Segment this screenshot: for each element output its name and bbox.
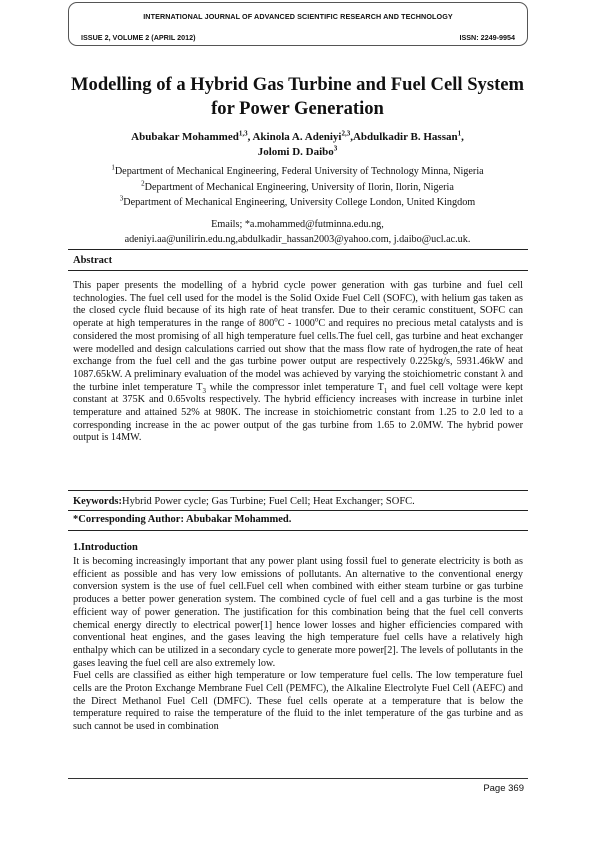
abstract-text-5: and fuel cell voltage were kept constant at 375K and 0.65volts respectively. The hybrid efficiency increases with increase in turbine inlet temperature and attained 52% at 980K. The increase in stoichiometric constant from 1.25 to 2.0 led to a corresponding increase in the ac power output of the gas turbine from 1.65 to 2.0MW. The hybrid power output is 14MW. xyxy=(73,381,523,444)
abstract-text-4: while the compressor inlet temperature T xyxy=(205,381,384,393)
abstract-body xyxy=(73,280,523,445)
author-separator: , xyxy=(461,131,464,143)
intro-paragraph-1: It is becoming increasingly important that any power plant using fossil fuel to generate electricity is both as efficient as possible and has very low emissions of pollutants. An alternative to the conventional energy conversion system is the use of fuel cell.Fuel cell when combined with either steam turbine or gas turbine produces a better power generation system. The combined cycle of fuel cell and a gas turbine is the most efficient way of power generation. The justification for this combination being that the fuel cell converts chemical energy directly to electrical power[1] hence lower losses and higher efficiencies compared with conventional heat engines, and the gases leaving the high temperature fuel cells have a relatively high enthalpy which can be utilized in a secondary cycle to generate more power[2]. The levels of pollutants in the gases leaving the fuel cell are also extremely low. xyxy=(73,556,523,669)
keywords xyxy=(73,496,415,507)
title-line-2: for Power Generation xyxy=(211,98,384,119)
author-3: ,Abdulkadir B. Hassan xyxy=(350,131,458,143)
intro-paragraph-2: Fuel cells are classified as either high temperature or low temperature fuel cells. The low temperature fuel cells are the Proton Exchange Membrane Fuel Cell (PEMFC), the Alkaline Electrolyte Fuel Cell (AEFC) and the Direct Methanol Fuel Cell (DMFC). These fuel cells operate at a temperature that is below the temperature required to raise the temperature of the fluid to the inlet temperature of the gas turbine and as such cannot be used in combination xyxy=(73,670,523,733)
introduction-heading: 1.Introduction xyxy=(73,542,138,553)
author-2-affil: 2,3 xyxy=(341,129,351,138)
abstract-text-3: C and requires no precious metal catalysts and is considered the most promising of all high temperature fuel cells.The fuel cell, gas turbine and heat exchanger were modelled and design calculations carried out show that the mass flow rate of hydrogen,the rate of heat exchange from the fuel cell and the gas turbine power output are respectively 0.225kg/s, 5931.46kW and 1087.65kW. A preliminary evaluation of the model was achieved by varying the stoichiometric constant λ and the turbine inlet temperature T xyxy=(73,318,524,393)
degree-sup-1: o xyxy=(274,315,278,324)
journal-name: INTERNATIONAL JOURNAL OF ADVANCED SCIENTIFIC RESEARCH AND TECHNOLOGY xyxy=(143,12,453,21)
affiliation-2-mark: 2 xyxy=(141,179,145,188)
abstract-text-1: This paper presents the modelling of a hybrid cycle power generation with gas turbine and fuel cell technologies. The fuel cell used for the model is the Solid Oxide Fuel Cell (SOFC), with helium gas taken as the closed cycle fluid because of its high rate of heat transfer. Due to their ceramic constituent, SOFC can operate at high temperatures in the range of 800 xyxy=(73,280,523,330)
subscript-t1: 1 xyxy=(383,386,388,395)
affiliation-3-text: Department of Mechanical Engineering, University College London, United Kingdom xyxy=(123,197,476,208)
abstract-heading-rule xyxy=(68,270,528,271)
keywords-text: Hybrid Power cycle; Gas Turbine; Fuel Cell; Heat Exchanger; SOFC. xyxy=(122,496,415,507)
affiliation-3 xyxy=(55,195,540,211)
author-list xyxy=(60,130,535,160)
affiliation-2-text: Department of Mechanical Engineering, University of Ilorin, Ilorin, Nigeria xyxy=(144,181,454,193)
author-1-affil: 1,3 xyxy=(238,129,248,138)
corresponding-bottom-rule xyxy=(68,530,528,531)
author-4: Jolomi D. Daibo xyxy=(257,146,334,158)
degree-sup-2: o xyxy=(314,315,319,324)
affiliation-3-mark: 3 xyxy=(119,194,124,203)
affiliation-1 xyxy=(55,164,540,180)
footer-rule xyxy=(68,778,528,779)
affiliation-1-text: Department of Mechanical Engineering, Federal University of Technology Minna, Nigeria xyxy=(114,166,484,177)
emails xyxy=(55,218,540,247)
page-number: Page 369 xyxy=(483,783,524,794)
abstract-heading: Abstract xyxy=(73,255,113,266)
corresponding-author: *Corresponding Author: Abubakar Mohammed. xyxy=(73,514,292,525)
subscript-t3: 3 xyxy=(202,386,206,395)
emails-line-1: Emails; *a.mohammed@futminna.edu.ng, xyxy=(211,219,384,230)
issn: ISSN: 2249-9954 xyxy=(459,33,515,42)
introduction-body xyxy=(73,556,523,734)
abstract-text-2: C - 1000 xyxy=(277,318,315,330)
paper-title xyxy=(60,73,535,121)
affiliations xyxy=(55,164,540,211)
journal-header xyxy=(68,2,528,46)
affiliation-2 xyxy=(55,180,540,196)
keywords-bottom-rule xyxy=(68,510,528,511)
keywords-label: Keywords: xyxy=(73,496,122,507)
issue-info: ISSUE 2, VOLUME 2 (APRIL 2012) xyxy=(81,33,196,42)
keywords-top-rule xyxy=(68,490,528,491)
title-line-1: Modelling of a Hybrid Gas Turbine and Fuel Cell System xyxy=(70,74,525,95)
author-2: , Akinola A. Adeniyi xyxy=(247,131,342,143)
abstract-top-rule xyxy=(68,249,528,250)
author-4-affil: 3 xyxy=(333,144,338,153)
emails-line-2: adeniyi.aa@unilirin.edu.ng,abdulkadir_hassan2003@yahoo.com, j.daibo@ucl.ac.uk. xyxy=(124,233,471,245)
author-1: Abubakar Mohammed xyxy=(131,131,239,143)
author-3-affil: 1 xyxy=(457,129,462,138)
affiliation-1-mark: 1 xyxy=(111,163,115,172)
